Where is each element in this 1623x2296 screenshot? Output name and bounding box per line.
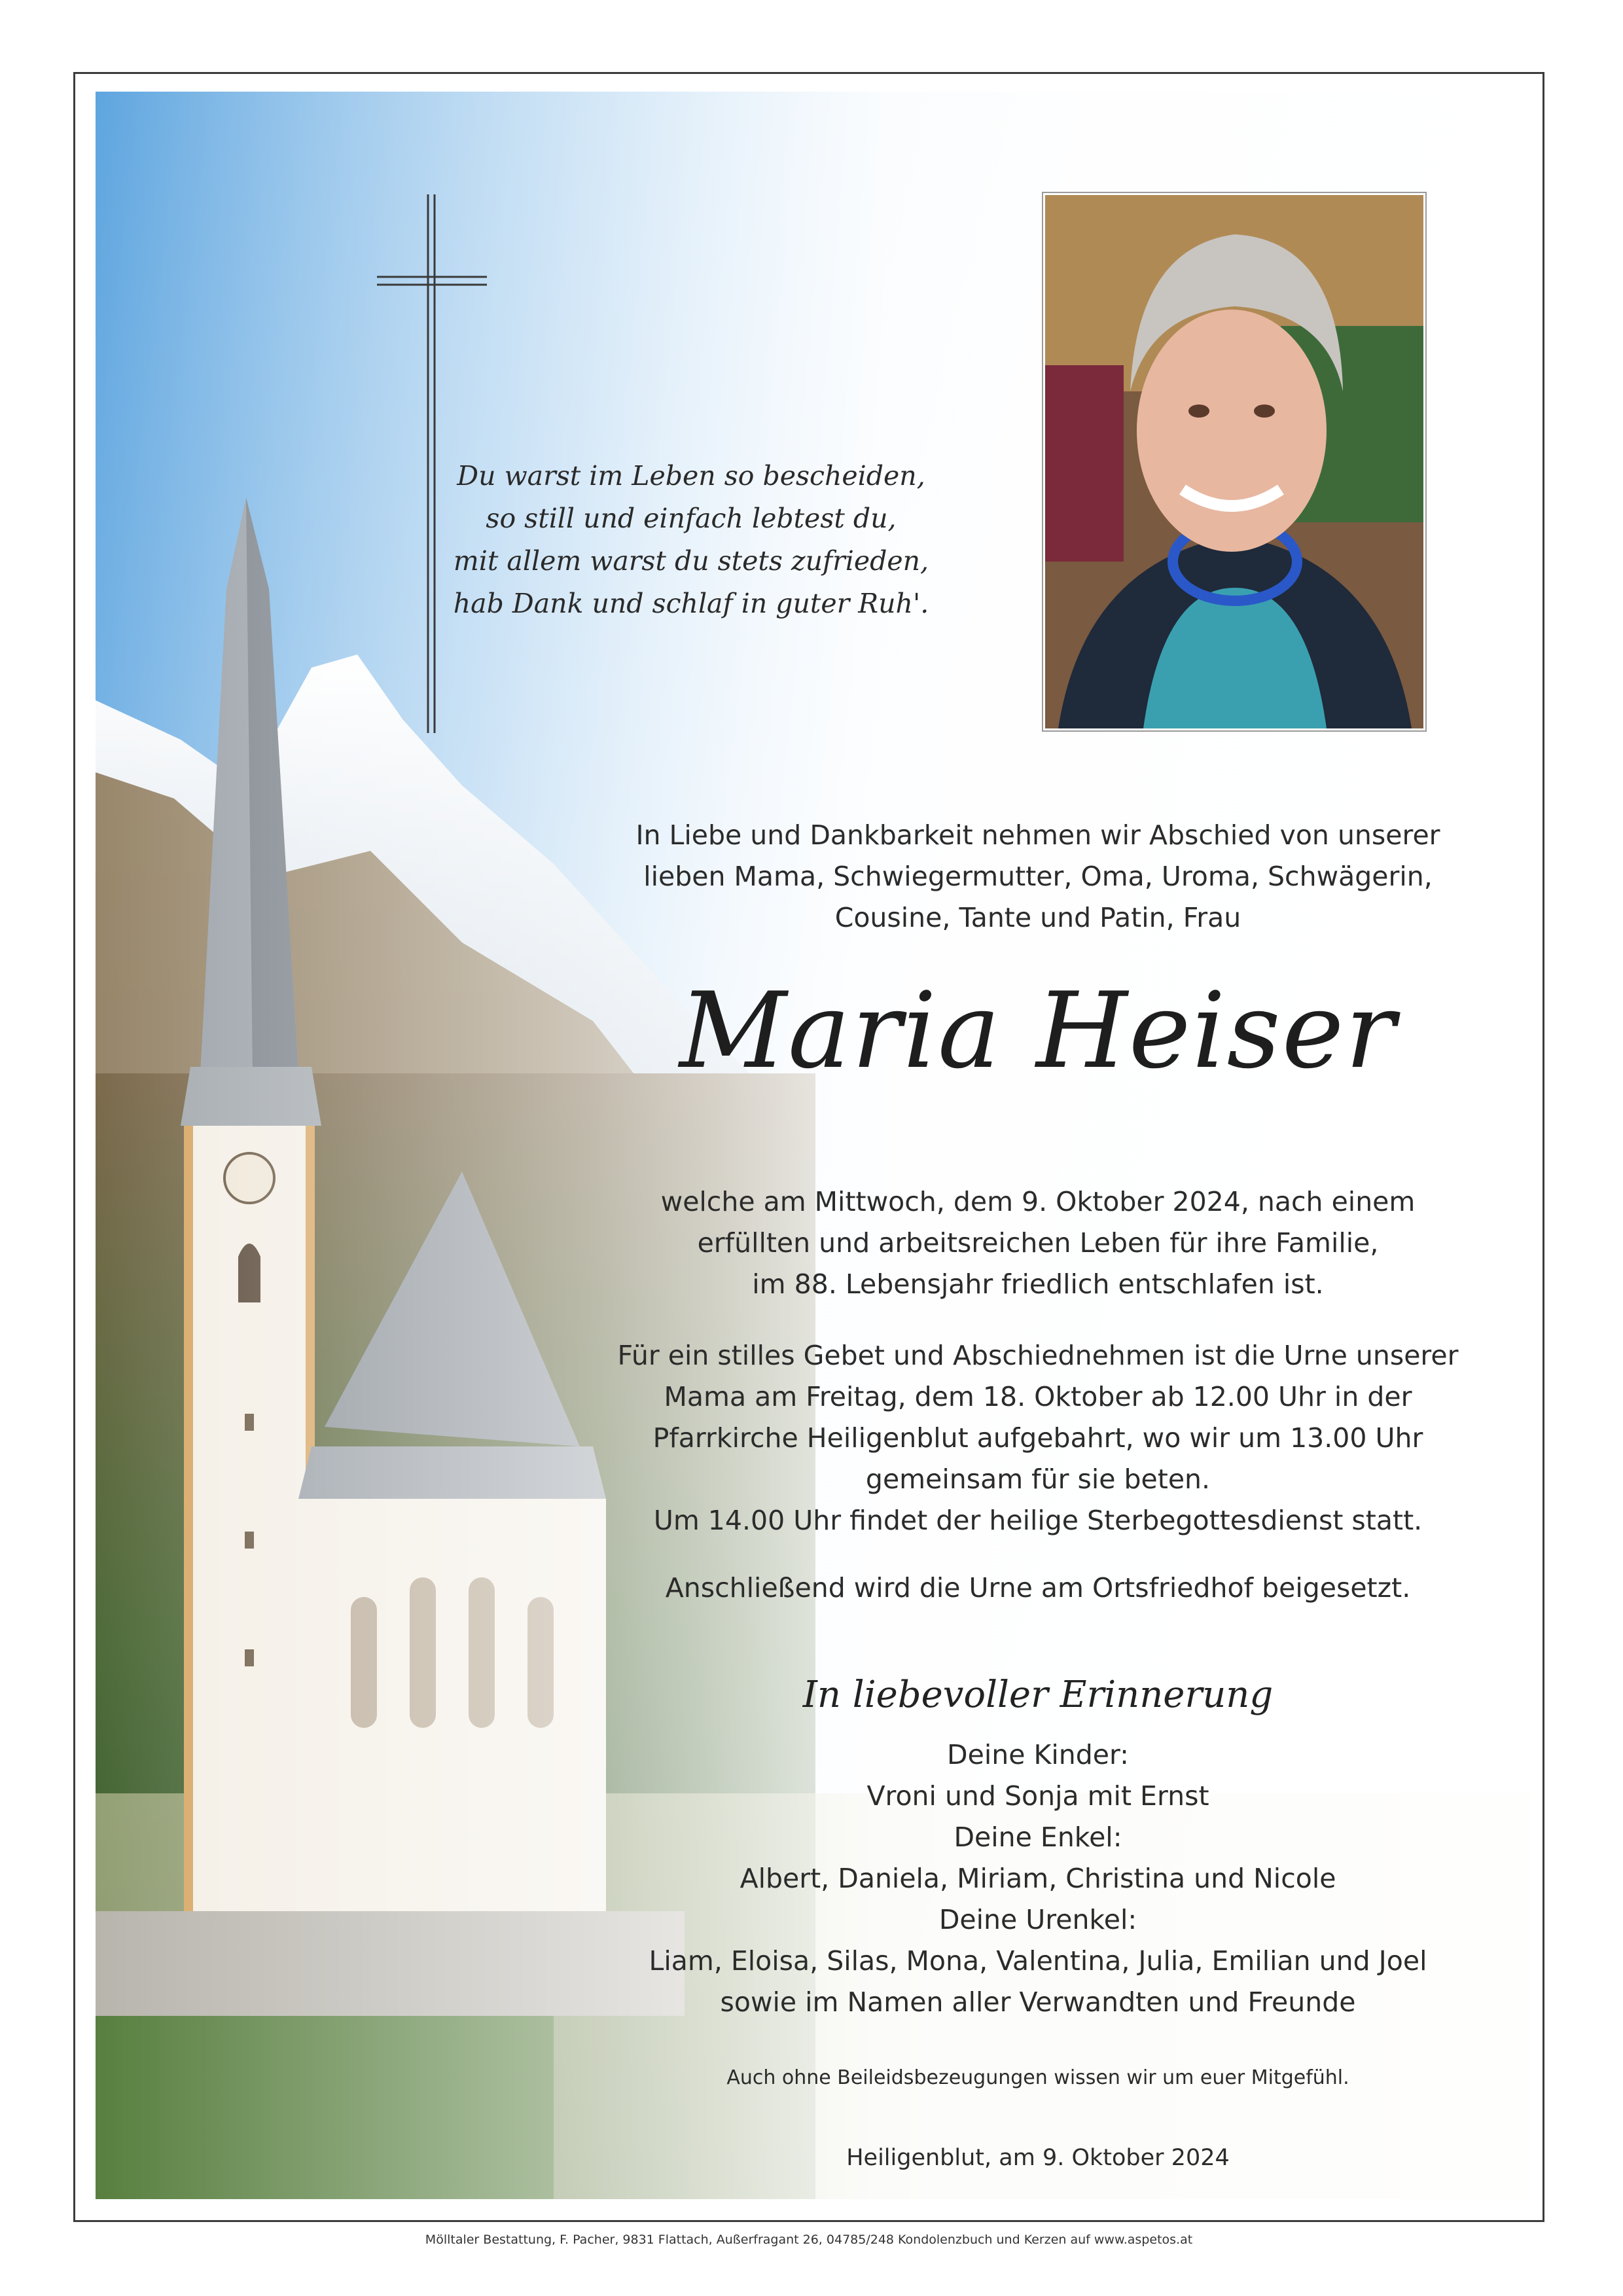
family-line: Liam, Eloisa, Silas, Mona, Valentina, Julia, Emilian und Joel — [649, 1945, 1427, 1977]
family-line: sowie im Namen aller Verwandten und Freunde — [720, 1986, 1356, 2018]
poem-line: hab Dank und schlaf in guter Ruh'. — [453, 588, 929, 619]
death-notice-line: im 88. Lebensjahr friedlich entschlafen ist. — [752, 1268, 1324, 1300]
poem-line: Du warst im Leben so bescheiden, — [457, 460, 925, 492]
ceremony-line: Um 14.00 Uhr findet der heilige Sterbegottesdienst statt. — [653, 1505, 1423, 1536]
family-line: Albert, Daniela, Miriam, Christina und Nicole — [740, 1863, 1336, 1894]
ceremony-line: Mama am Freitag, dem 18. Oktober ab 12.00 Uhr in der — [664, 1381, 1412, 1412]
intro-line: In Liebe und Dankbarkeit nehmen wir Abschied von unserer — [635, 819, 1440, 851]
ceremony-line: Pfarrkirche Heiligenblut aufgebahrt, wo wir um 13.00 Uhr — [652, 1422, 1423, 1454]
family-line: Deine Kinder: — [947, 1739, 1129, 1770]
intro-line: Cousine, Tante und Patin, Frau — [834, 902, 1241, 933]
memory-heading: In liebevoller Erinnerung — [802, 1674, 1274, 1716]
family-line: Deine Enkel: — [954, 1821, 1122, 1853]
poem-line: mit allem warst du stets zufrieden, — [453, 545, 929, 577]
ceremony-info — [593, 1335, 1483, 1541]
funeral-home-footer: Mölltaler Bestattung, F. Pacher, 9831 Flattach, Außerfragant 26, 04785/248 Kondolenzbuch und Kerzen auf www.aspetos.at — [425, 2233, 1193, 2247]
intro-line: lieben Mama, Schwiegermutter, Oma, Uroma, Schwägerin, — [643, 861, 1433, 892]
burial-info — [593, 1568, 1483, 1609]
obituary-panel — [96, 92, 1530, 2199]
family-line: Deine Urenkel: — [938, 1904, 1137, 1935]
place-date: Heiligenblut, am 9. Oktober 2024 — [846, 2145, 1230, 2171]
ceremony-line: Für ein stilles Gebet und Abschiednehmen ist die Urne unserer — [617, 1340, 1459, 1371]
portrait-image — [1045, 195, 1423, 728]
death-notice-line: welche am Mittwoch, dem 9. Oktober 2024, nach einem — [660, 1186, 1416, 1217]
intro-text — [593, 815, 1483, 939]
ceremony-line: gemeinsam für sie beten. — [865, 1463, 1211, 1495]
family-list — [593, 1734, 1483, 2023]
death-notice — [593, 1181, 1483, 1305]
burial-line: Anschließend wird die Urne am Ortsfriedhof beigesetzt. — [665, 1572, 1411, 1604]
portrait-photo — [1043, 193, 1425, 730]
poem — [442, 455, 940, 625]
family-line: Vroni und Sonja mit Ernst — [866, 1780, 1209, 1812]
condolence-note: Auch ohne Beileidsbezeugungen wissen wir um euer Mitgefühl. — [726, 2066, 1349, 2089]
deceased-name: Maria Heiser — [679, 969, 1397, 1092]
poem-line: so still und einfach lebtest du, — [486, 503, 897, 534]
death-notice-line: erfüllten und arbeitsreichen Leben für ihre Familie, — [697, 1227, 1379, 1259]
